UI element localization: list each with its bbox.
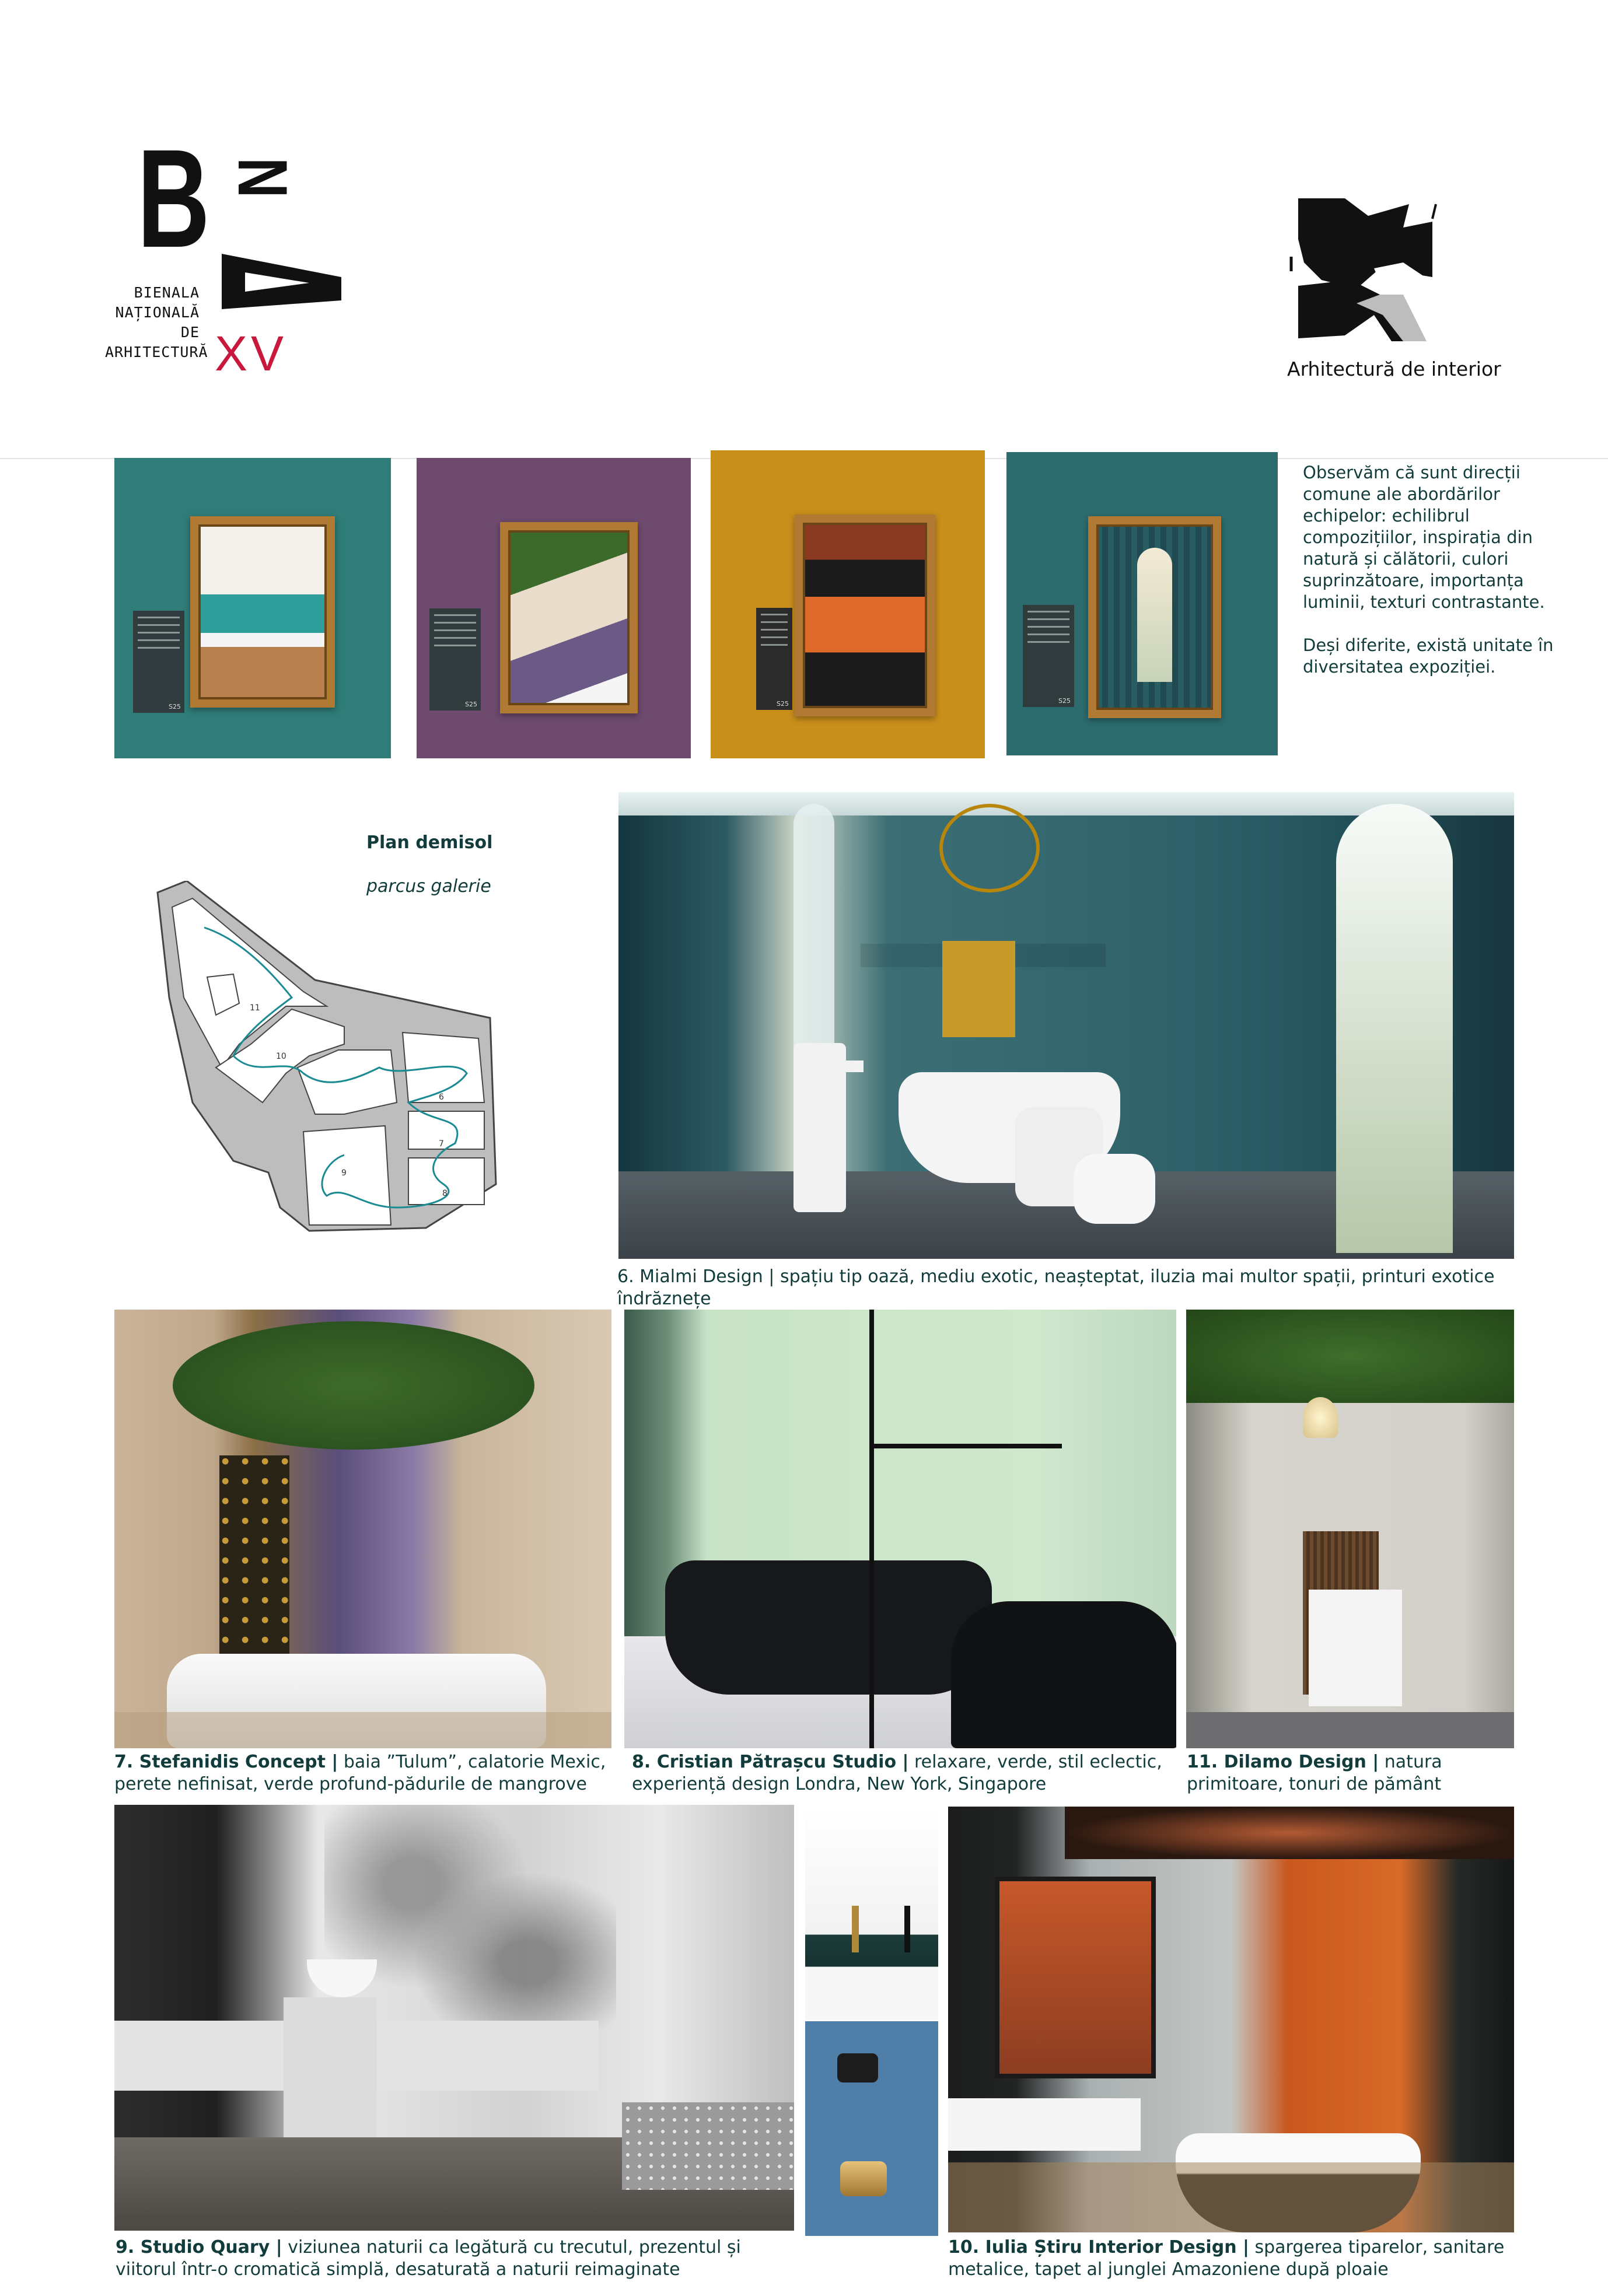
- logo-subtitle-line: ARHITECTURĂ: [105, 344, 208, 360]
- plan-room-7: 7: [439, 1139, 444, 1149]
- exhibition-photo-1: [114, 458, 391, 758]
- interior-architecture-emblem-icon: [1287, 192, 1444, 344]
- logo-subtitle-line: BIENALA: [134, 284, 200, 301]
- project-name: 8. Cristian Pătrașcu Studio |: [632, 1752, 909, 1772]
- stand-label: S25: [777, 700, 789, 708]
- plan-room-8: 8: [442, 1189, 448, 1198]
- caption-iulia-stiru: [948, 2236, 1526, 2281]
- framed-bathroom-image: [795, 514, 935, 716]
- logo-letter-a-shape: [222, 242, 344, 312]
- plan-title: Plan demisol: [366, 832, 493, 853]
- stefanidis-concept-photo: [114, 1310, 611, 1748]
- project-description: natura primitoare, tonuri de pământ: [1187, 1752, 1442, 1794]
- plan-room-6: 6: [439, 1093, 444, 1102]
- plan-subtitle: parcus galerie: [366, 876, 491, 897]
- project-name: 9. Studio Quary |: [116, 2237, 282, 2258]
- detail-photo-faucets: [805, 2021, 938, 2236]
- caption-mialmi: 6. Mialmi Design | spațiu tip oază, mediu exotic, neașteptat, iluzia mai multor spații, printuri exotice îndrăznețe: [617, 1266, 1495, 1309]
- caption-stefanidis: [114, 1751, 628, 1796]
- project-name: 10. Iulia Știru Interior Design |: [948, 2237, 1249, 2258]
- framed-bathroom-image: [190, 516, 335, 708]
- section-title: Arhitectură de interior: [1287, 358, 1501, 380]
- logo-letter-b: B: [137, 120, 210, 276]
- project-name: 11. Dilamo Design |: [1187, 1752, 1379, 1772]
- bna-logo: [105, 120, 350, 391]
- plan-room-9: 9: [341, 1168, 347, 1178]
- plan-room-10: 10: [276, 1052, 286, 1061]
- dilamo-design-photo: [1186, 1310, 1514, 1748]
- logo-subtitle: [105, 283, 208, 362]
- studio-quary-photo: [114, 1805, 794, 2231]
- exhibition-photo-4: [1006, 452, 1278, 755]
- cristian-patrascu-photo: [624, 1310, 1176, 1748]
- framed-bathroom-image: [500, 522, 638, 713]
- stand-placard: [756, 608, 792, 710]
- project-description: spargerea tiparelor, sanitare metalice, tapet al junglei Amazoniene după ploaie: [948, 2237, 1505, 2280]
- project-description: viziunea naturii ca legătură cu trecutul, prezentul și viitorul într-o cromatică simplă, desaturată a naturii reimaginate: [116, 2237, 741, 2280]
- caption-dilamo: [1187, 1751, 1537, 1796]
- basement-floor-plan: [152, 881, 502, 1237]
- project-name: 7. Stefanidis Concept |: [114, 1752, 338, 1772]
- logo-letter-n: N: [223, 158, 302, 198]
- logo-edition: XV: [215, 326, 288, 381]
- stand-placard: [133, 611, 184, 713]
- iulia-stiru-photo: [948, 1807, 1514, 2232]
- project-description: baia ”Tulum”, calatorie Mexic, perete nefinisat, verde profund-pădurile de mangrove: [114, 1752, 606, 1794]
- stand-label: S25: [1058, 697, 1071, 705]
- intro-note: Observăm că sunt direcții comune ale abordărilor echipelor: echilibrul compozițiilor, inspirația din natură și călătorii, culori suprinzătoare, importanța luminii, texturi contrastante. Deși diferite, există unitate în diversitatea expoziției.: [1303, 463, 1554, 677]
- project-description: relaxare, verde, stil eclectic, experiență design Londra, New York, Singapore: [632, 1752, 1162, 1794]
- logo-subtitle-line: DE: [180, 324, 200, 341]
- stand-label: S25: [169, 703, 181, 710]
- logo-subtitle-line: NAȚIONALĂ: [115, 304, 200, 321]
- detail-photo-sink: [805, 1807, 938, 2020]
- stand-placard: [1023, 605, 1074, 707]
- caption-quary: [116, 2236, 804, 2281]
- exhibition-photo-2: [417, 458, 691, 758]
- stand-label: S25: [465, 701, 477, 708]
- framed-bathroom-image: [1088, 516, 1221, 718]
- plan-room-11: 11: [250, 1003, 260, 1013]
- mialmi-design-photo: [618, 792, 1514, 1259]
- exhibition-photo-3: [711, 450, 985, 758]
- caption-patrascu: [632, 1751, 1177, 1796]
- stand-placard: [429, 608, 481, 710]
